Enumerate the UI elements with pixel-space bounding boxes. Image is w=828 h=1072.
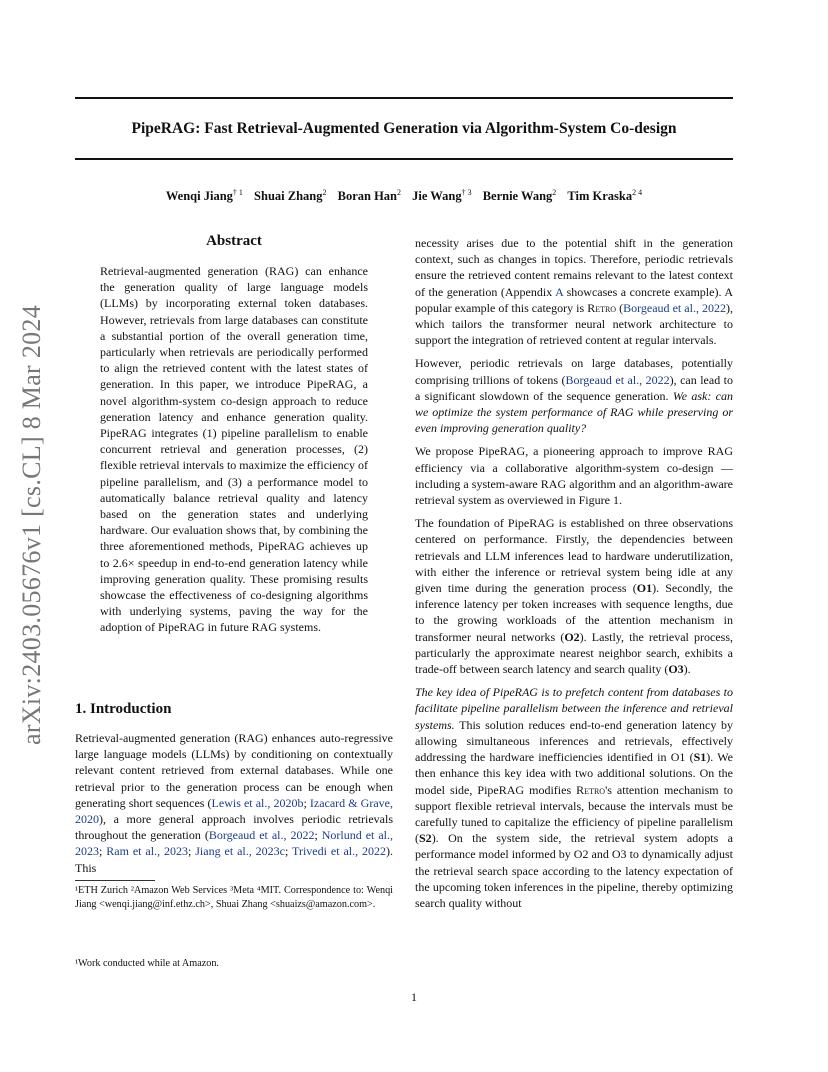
right-column: [415, 235, 733, 918]
work-footnote: ¹Work conducted while at Amazon.: [75, 958, 219, 969]
citation-link[interactable]: Trivedi et al., 2022: [292, 844, 387, 859]
author: Tim Kraska$^{2 4}$: [567, 188, 643, 204]
footnote-rule: [75, 880, 155, 881]
appendix-link[interactable]: A: [555, 284, 564, 299]
body-paragraph: The foundation of PipeRAG is established on three observations centered on performance. Firstly, the dependencies between retrievals and LLM inferences lead to hardware underutilization, with either the inference or retrieval system being idle at any given time during the generation process (O1). Secondly, the inference latency per token increases with sequence lengths, due to the growing workloads of the attention mechanism in transformer neural networks (O2). Lastly, the retrieval process, particularly the approximate nearest neighbor search, exhibits a trade-off between search latency and search quality (O3).: [415, 516, 733, 677]
author: Shuai Zhang$^2$: [254, 188, 327, 204]
arxiv-id: arXiv:2403.05676v1 [cs.CL] 8 Mar 2024: [17, 304, 47, 746]
citation-link[interactable]: Izacard & Grave, 2020: [75, 795, 393, 827]
paper-title: PipeRAG: Fast Retrieval-Augmented Generation via Algorithm-System Co-design: [131, 120, 677, 137]
arxiv-stamp: [8, 290, 56, 760]
citation-link[interactable]: Lewis et al., 2020b: [211, 795, 304, 810]
introduction-heading: 1. Introduction: [75, 701, 172, 717]
affiliation-footnote: ¹ETH Zurich ²Amazon Web Services ³Meta ⁴MIT. Correspondence to: Wenqi Jiang <wenqi.jiang@inf.ethz.ch>, Shuai Zhang <shuaizs@amazon.com>.: [75, 885, 393, 910]
author: Jie Wang$^{\dagger 3}$: [412, 188, 472, 204]
author: Boran Han$^2$: [337, 188, 402, 204]
abstract-heading: Abstract: [206, 233, 262, 249]
page-number: 1: [411, 990, 417, 1004]
abstract-text: Retrieval-augmented generation (RAG) can enhance the generation quality of large language models (LLMs) by incorporating external token databases. However, retrievals from large databases can constitute a substantial portion of the overall generation time, particularly when retrievals are periodically performed to align the retrieved content with the latest states of generation. In this paper, we introduce PipeRAG, a novel algorithm-system co-design approach to reduce generation latency and enhance generation quality. PipeRAG integrates (1) pipeline parallelism to enable concurrent retrieval and generation processes, (2) flexible retrieval intervals to maximize the efficiency of pipeline parallelism, and (3) a performance model to automatically balance retrieval quality and latency based on the generation states and underlying hardware. Our evaluation shows that, by combining the three aforementioned methods, PipeRAG achieves up to 2.6× speedup in end-to-end generation latency while improving generation quality. These promising results showcase the effectiveness of co-designing algorithms with underlying systems, paving the way for the adoption of PipeRAG in future RAG systems.: [100, 264, 368, 635]
citation-link[interactable]: Ram et al., 2023: [106, 844, 188, 859]
citation-link[interactable]: Jiang et al., 2023c: [195, 844, 285, 859]
body-paragraph: However, periodic retrievals on large databases, potentially comprising trillions of tokens (Borgeaud et al., 2022), can lead to a significant slowdown of the sequence generation. We ask: can we optimize the system performance of RAG while preserving or even improving generation quality?: [415, 356, 734, 436]
title-top-rule: [75, 97, 733, 99]
citation-link[interactable]: Borgeaud et al., 2022: [208, 828, 315, 843]
author: Wenqi Jiang$^{\dagger 1}$: [165, 188, 243, 204]
citation-link[interactable]: Norlund et al., 2023: [75, 828, 393, 859]
body-paragraph: The key idea of PipeRAG is to prefetch content from databases to facilitate pipeline parallelism between the inference and retrieval systems. This solution reduces end-to-end generation latency by allowing simultaneous inferences and retrievals, effectively addressing the hardware inefficiencies identified in O1 (S1). We then enhance this key idea with two additional solutions. On the model side, PipeRAG modifies Retro's attention mechanism to support flexible retrieval intervals, because the intervals must be carefully tuned to capitalize the efficiency of pipeline parallelism (S2). On the system side, the retrieval system adopts a performance model informed by O2 and O3 to dynamically adjust the retrieval search space according to the latency expectation of the upcoming token inferences in the pipeline, thereby optimizing search quality without: [415, 685, 733, 910]
body-paragraph: We propose PipeRAG, a pioneering approach to improve RAG efficiency via a collaborative algorithm-system co-design — including a system-aware RAG algorithm and an algorithm-aware retrieval system as overviewed in Figure 1.: [415, 444, 733, 508]
introduction-paragraph: Retrieval-augmented generation (RAG) enhances auto-regressive large language models (LLMs) by conditioning on contextually relevant content retrieved from external databases. While one retrieval prior to the generation process can be enough when generating short sequences (Lewis et al., 2020b; Izacard & Grave, 2020), a more general approach involves periodic retrievals throughout the generation (Borgeaud et al., 2022; Norlund et al., 2023; Ram et al., 2023; Jiang et al., 2023c; Trivedi et al., 2022). This: [75, 731, 394, 875]
citation-link[interactable]: Borgeaud et al., 2022: [623, 300, 726, 315]
citation-link[interactable]: Borgeaud et al., 2022: [565, 372, 670, 387]
body-paragraph: necessity arises due to the potential shift in the generation context, such as changes in topics. Therefore, periodic retrievals ensure the retrieved content remains relevant to the latest context of the generation (Appendix A showcases a concrete example). A popular example of this category is Retro (Borgeaud et al., 2022), which tailors the transformer neural network architecture to support the integration of retrieved content at regular intervals.: [415, 236, 733, 348]
author-list: [75, 188, 733, 204]
author: Bernie Wang$^2$: [482, 188, 557, 204]
title-bottom-rule: [75, 158, 733, 160]
